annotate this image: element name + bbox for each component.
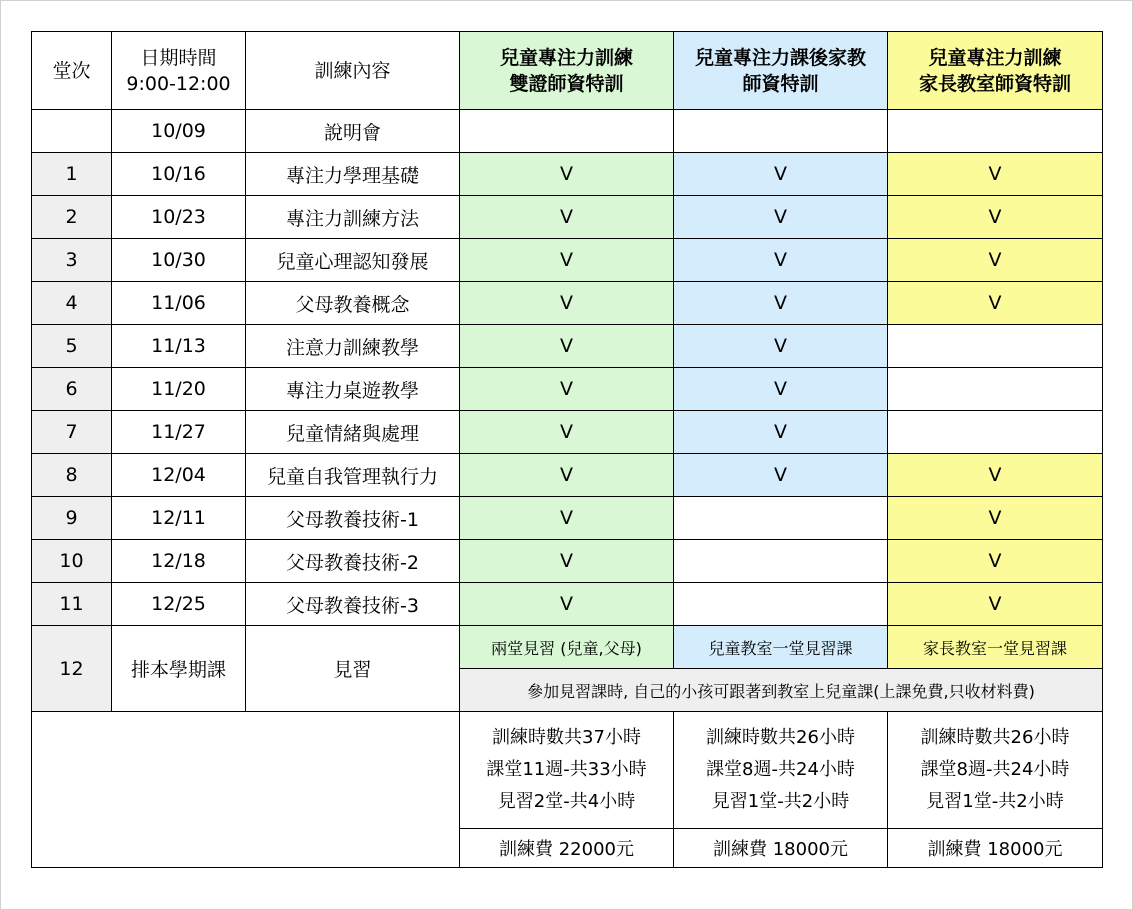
header-session: 堂次 <box>32 32 112 110</box>
session-row <box>32 454 1103 497</box>
header-course-b-line1: 兒童專注力課後家教 <box>694 46 866 69</box>
course-b-mark: V <box>674 153 888 196</box>
course-a-mark: V <box>460 454 674 497</box>
course-b-mark: V <box>674 411 888 454</box>
header-time-range: 9:00-12:00 <box>126 72 231 95</box>
course-schedule-table <box>31 31 1103 868</box>
course-b-mark <box>674 540 888 583</box>
course-a-mark <box>460 110 674 153</box>
summary-b-total: 訓練時數共26小時 <box>706 727 855 748</box>
session-content: 父母教養技術-2 <box>246 540 460 583</box>
header-course-b <box>674 32 888 110</box>
session-date: 11/27 <box>112 411 246 454</box>
course-c-mark: V <box>888 454 1103 497</box>
session-content: 父母教養概念 <box>246 282 460 325</box>
internship-course-a: 兩堂見習 (兒童,父母) <box>460 626 674 669</box>
summary-a-intern: 見習2堂-共4小時 <box>497 791 636 812</box>
session-row <box>32 110 1103 153</box>
header-course-a <box>460 32 674 110</box>
session-row <box>32 540 1103 583</box>
course-c-mark: V <box>888 282 1103 325</box>
summary-c-class: 課堂8週-共24小時 <box>920 759 1070 780</box>
internship-note: 參加見習課時, 自己的小孩可跟著到教室上兒童課(上課免費,只收材料費) <box>460 669 1103 712</box>
course-c-mark: V <box>888 239 1103 282</box>
session-row <box>32 239 1103 282</box>
header-course-c <box>888 32 1103 110</box>
header-course-c-line1: 兒童專注力訓練 <box>928 46 1062 69</box>
internship-course-c: 家長教室一堂見習課 <box>888 626 1103 669</box>
course-a-mark: V <box>460 583 674 626</box>
summary-a-total: 訓練時數共37小時 <box>492 727 641 748</box>
internship-course-b: 兒童教室一堂見習課 <box>674 626 888 669</box>
header-course-a-line2: 雙證師資特訓 <box>509 72 624 95</box>
session-row <box>32 583 1103 626</box>
summary-course-c <box>888 712 1103 829</box>
course-c-mark <box>888 411 1103 454</box>
summary-course-a <box>460 712 674 829</box>
course-c-mark: V <box>888 583 1103 626</box>
course-b-mark <box>674 110 888 153</box>
session-date: 12/04 <box>112 454 246 497</box>
fee-course-b: 訓練費 18000元 <box>674 829 888 868</box>
session-row <box>32 196 1103 239</box>
session-content: 父母教養技術-1 <box>246 497 460 540</box>
session-content: 專注力訓練方法 <box>246 196 460 239</box>
course-c-mark: V <box>888 540 1103 583</box>
session-no: 3 <box>32 239 112 282</box>
summary-a-class: 課堂11週-共33小時 <box>486 759 647 780</box>
session-row <box>32 325 1103 368</box>
summary-b-intern: 見習1堂-共2小時 <box>711 791 850 812</box>
header-row <box>32 32 1103 110</box>
session-content: 說明會 <box>246 110 460 153</box>
course-b-mark: V <box>674 239 888 282</box>
course-b-mark: V <box>674 282 888 325</box>
course-a-mark: V <box>460 497 674 540</box>
summary-course-b <box>674 712 888 829</box>
session-row <box>32 282 1103 325</box>
internship-session-no: 12 <box>32 626 112 712</box>
session-date: 12/25 <box>112 583 246 626</box>
fee-course-a: 訓練費 22000元 <box>460 829 674 868</box>
session-date: 12/18 <box>112 540 246 583</box>
session-date: 11/13 <box>112 325 246 368</box>
session-date: 11/20 <box>112 368 246 411</box>
session-no: 1 <box>32 153 112 196</box>
session-no <box>32 110 112 153</box>
course-a-mark: V <box>460 239 674 282</box>
session-row <box>32 368 1103 411</box>
course-a-mark: V <box>460 153 674 196</box>
header-course-b-line2: 師資特訓 <box>742 72 819 95</box>
session-no: 6 <box>32 368 112 411</box>
session-content: 父母教養技術-3 <box>246 583 460 626</box>
session-date: 10/30 <box>112 239 246 282</box>
session-no: 8 <box>32 454 112 497</box>
course-a-mark: V <box>460 196 674 239</box>
internship-row <box>32 626 1103 669</box>
session-content: 兒童情緒與處理 <box>246 411 460 454</box>
session-date: 10/09 <box>112 110 246 153</box>
session-no: 2 <box>32 196 112 239</box>
session-date: 10/23 <box>112 196 246 239</box>
summary-b-class: 課堂8週-共24小時 <box>706 759 855 780</box>
course-a-mark: V <box>460 411 674 454</box>
summary-c-total: 訓練時數共26小時 <box>920 727 1070 748</box>
course-c-mark <box>888 368 1103 411</box>
course-b-mark <box>674 583 888 626</box>
course-c-mark: V <box>888 196 1103 239</box>
summary-c-intern: 見習1堂-共2小時 <box>926 791 1064 812</box>
session-row <box>32 153 1103 196</box>
session-content: 專注力桌遊教學 <box>246 368 460 411</box>
session-content: 專注力學理基礎 <box>246 153 460 196</box>
header-content: 訓練內容 <box>246 32 460 110</box>
course-a-mark: V <box>460 325 674 368</box>
fee-course-c: 訓練費 18000元 <box>888 829 1103 868</box>
summary-blank <box>32 712 460 868</box>
session-row <box>32 497 1103 540</box>
course-c-mark: V <box>888 153 1103 196</box>
internship-date: 排本學期課 <box>112 626 246 712</box>
header-date <box>112 32 246 110</box>
course-b-mark: V <box>674 368 888 411</box>
course-a-mark: V <box>460 540 674 583</box>
session-row <box>32 411 1103 454</box>
course-c-mark <box>888 325 1103 368</box>
session-no: 11 <box>32 583 112 626</box>
course-a-mark: V <box>460 368 674 411</box>
session-no: 4 <box>32 282 112 325</box>
course-b-mark <box>674 497 888 540</box>
course-a-mark: V <box>460 282 674 325</box>
session-date: 11/06 <box>112 282 246 325</box>
session-no: 9 <box>32 497 112 540</box>
internship-content: 見習 <box>246 626 460 712</box>
course-b-mark: V <box>674 454 888 497</box>
session-no: 10 <box>32 540 112 583</box>
header-date-title: 日期時間 <box>140 46 217 69</box>
session-date: 10/16 <box>112 153 246 196</box>
session-content: 兒童自我管理執行力 <box>246 454 460 497</box>
session-content: 注意力訓練教學 <box>246 325 460 368</box>
session-date: 12/11 <box>112 497 246 540</box>
header-course-c-line2: 家長教室師資特訓 <box>918 72 1071 95</box>
course-c-mark: V <box>888 497 1103 540</box>
session-no: 5 <box>32 325 112 368</box>
course-b-mark: V <box>674 325 888 368</box>
session-no: 7 <box>32 411 112 454</box>
course-c-mark <box>888 110 1103 153</box>
session-content: 兒童心理認知發展 <box>246 239 460 282</box>
summary-row <box>32 712 1103 829</box>
course-b-mark: V <box>674 196 888 239</box>
header-course-a-line1: 兒童專注力訓練 <box>499 46 633 69</box>
